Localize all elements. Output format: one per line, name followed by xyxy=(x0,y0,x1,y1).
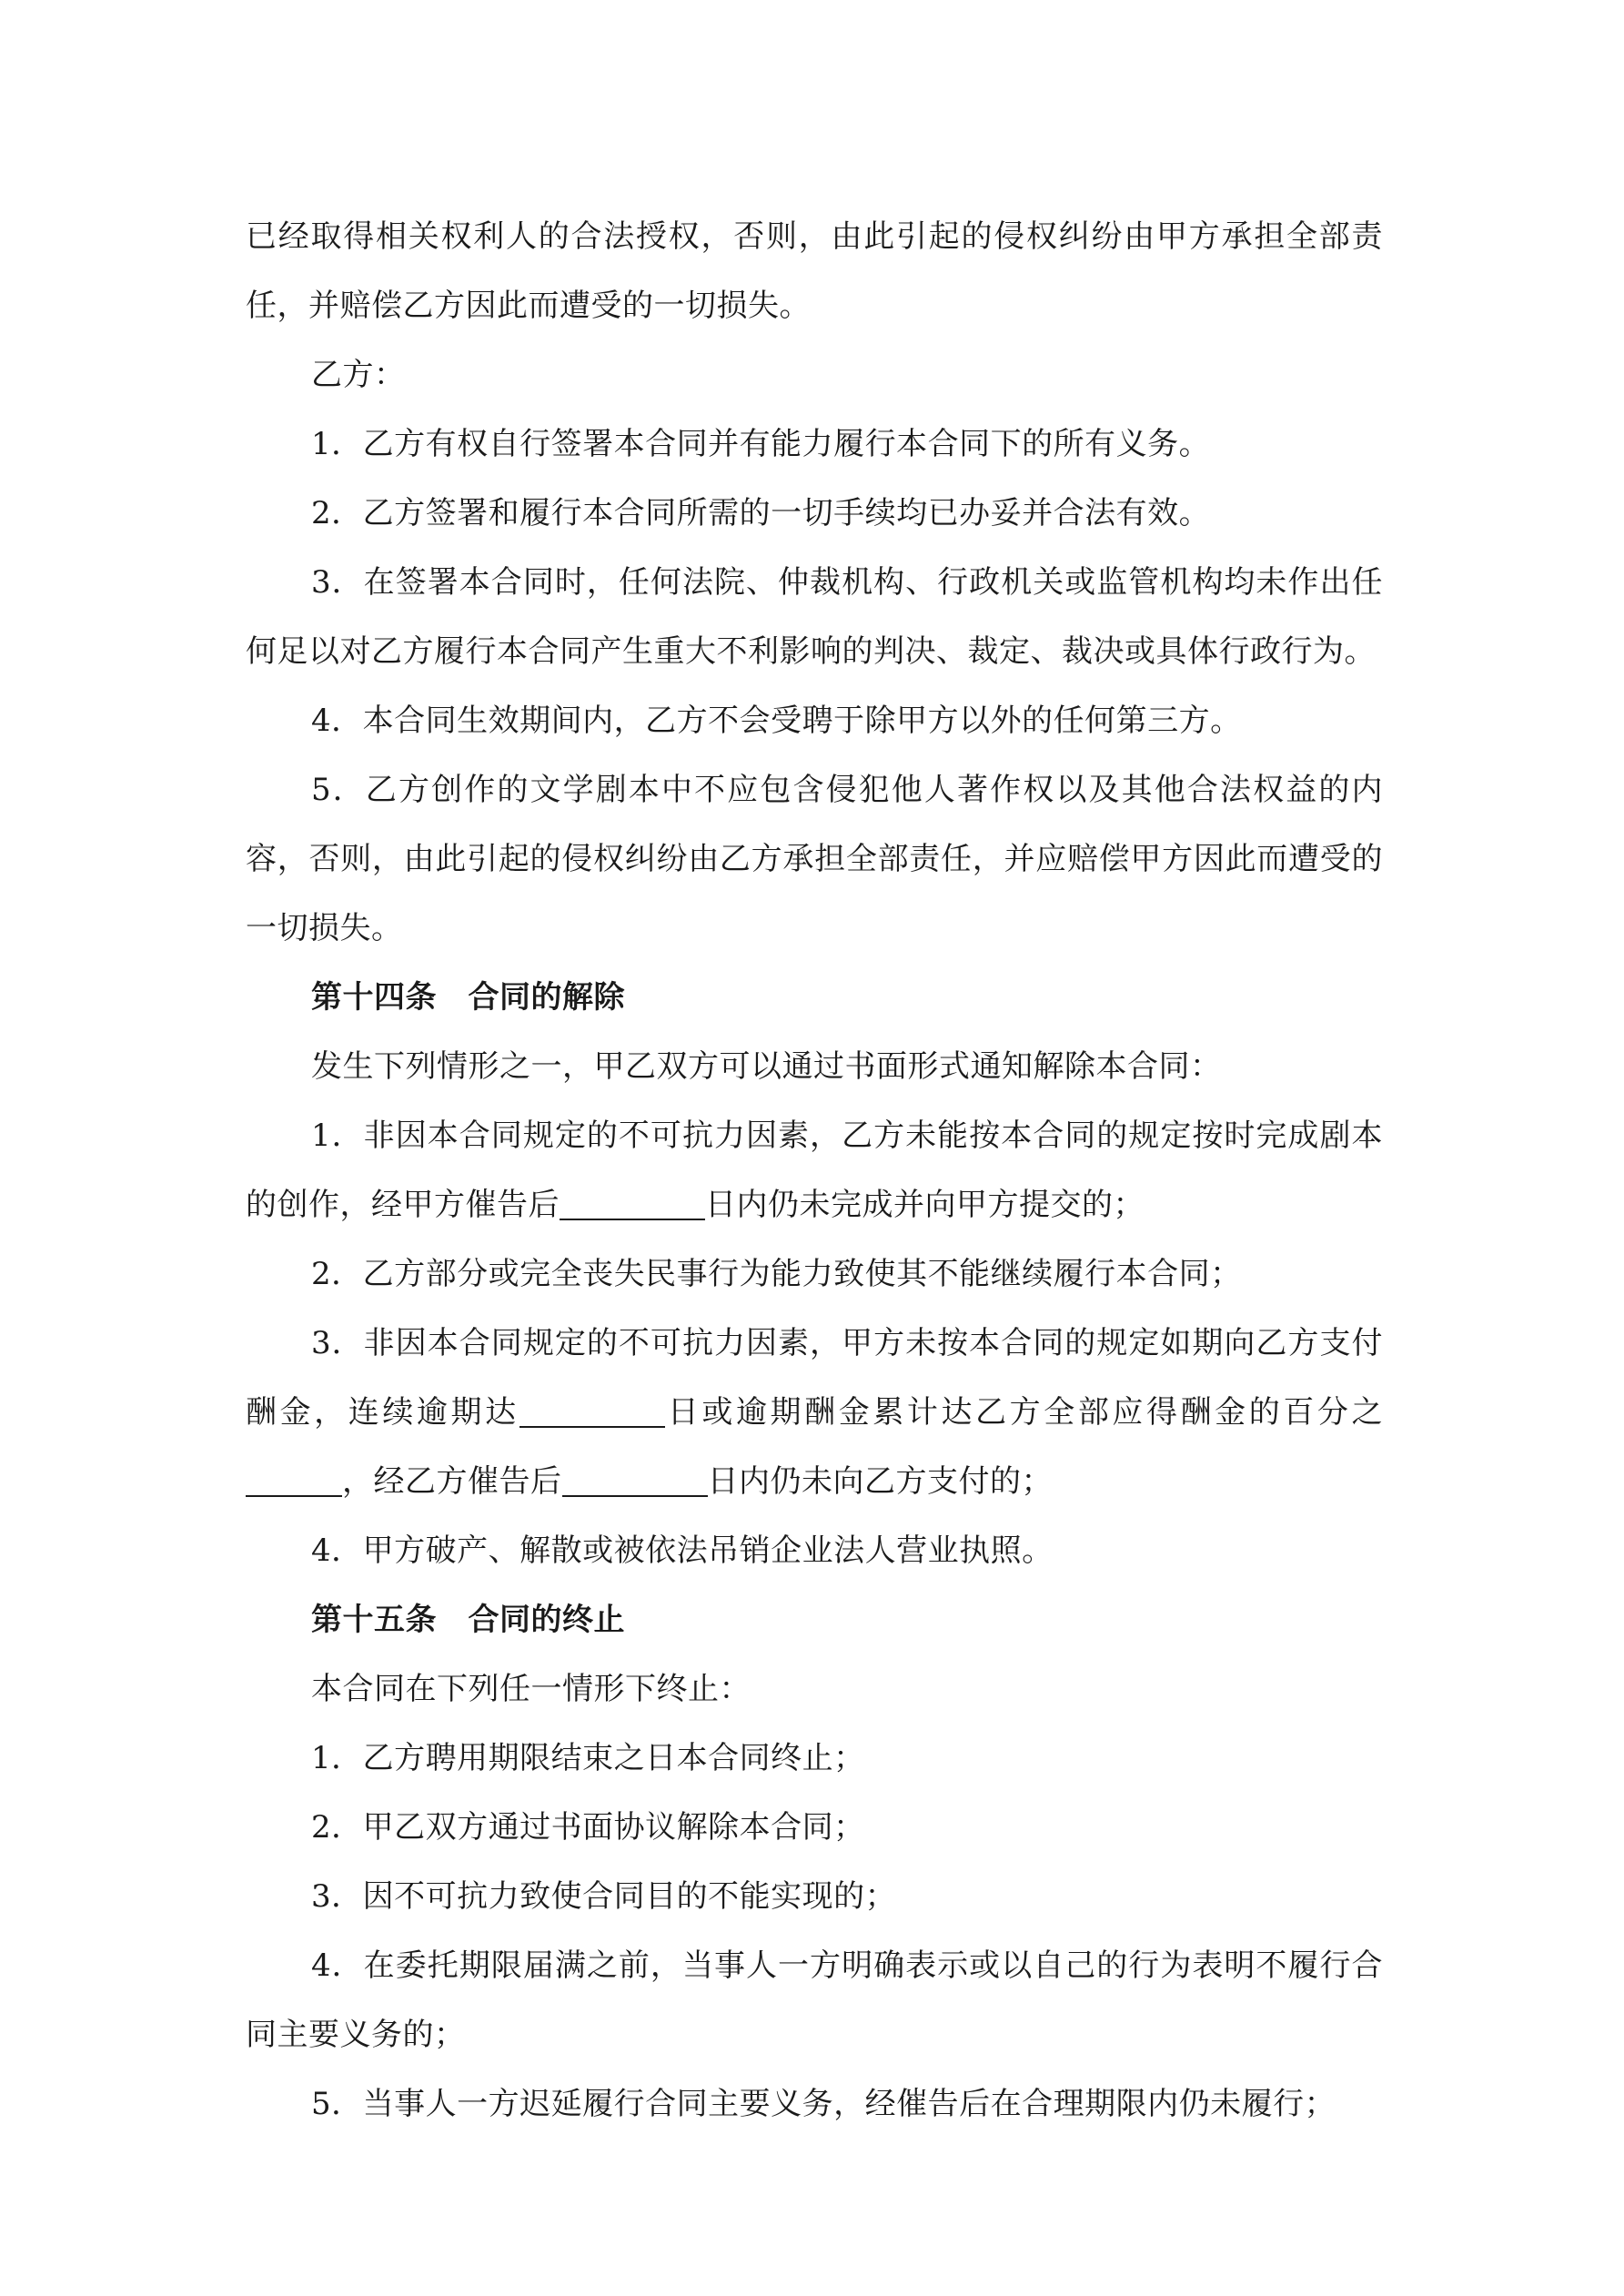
fill-in-blank-percentage[interactable] xyxy=(246,1464,342,1497)
article-14-clause-3 xyxy=(246,1309,1383,1516)
article-14-clause-4: 4．甲方破产、解散或被依法吊销企业法人营业执照。 xyxy=(311,1532,1054,1569)
clause-text: 3．非因本合同规定的不可抗力因素，甲方未按本合同的规定如期向乙方支付酬金，连续逾期达 xyxy=(246,1325,1383,1431)
clause-text: ，经乙方催告后 xyxy=(342,1463,562,1500)
clause-text: 日内仍未向乙方支付的； xyxy=(707,1463,1053,1500)
clause-text: 1．非因本合同规定的不可抗力因素，乙方未能按本合同的规定按时完成剧本的创作，经甲方催告后 xyxy=(246,1118,1383,1223)
party-b-clause-4: 4．本合同生效期间内，乙方不会受聘于除甲方以外的任何第三方。 xyxy=(311,703,1242,739)
party-b-clause-2: 2．乙方签署和履行本合同所需的一切手续均已办妥并合法有效。 xyxy=(311,495,1211,531)
fill-in-blank-notice-days[interactable] xyxy=(562,1464,708,1497)
article-14-intro: 发生下列情形之一，甲乙双方可以通过书面形式通知解除本合同： xyxy=(311,1048,1222,1085)
article-15-clause-4: 4．在委托期限届满之前，当事人一方明确表示或以自己的行为表明不履行合同主要义务的； xyxy=(246,1947,1383,2053)
article-15-heading: 第十五条 合同的终止 xyxy=(311,1602,625,1638)
article-14-heading: 第十四条 合同的解除 xyxy=(311,979,625,1016)
paragraph-party-a-warranty-end: 已经取得相关权利人的合法授权，否则，由此引起的侵权纠纷由甲方承担全部责任，并赔偿乙方因此而遭受的一切损失。 xyxy=(246,218,1383,324)
article-14-clause-2: 2．乙方部分或完全丧失民事行为能力致使其不能继续履行本合同； xyxy=(311,1256,1242,1292)
article-15-clause-2: 2．甲乙双方通过书面协议解除本合同； xyxy=(311,1809,865,1846)
article-14-clause-1 xyxy=(246,1101,1383,1239)
article-15-clause-1: 1．乙方聘用期限结束之日本合同终止； xyxy=(311,1740,865,1776)
fill-in-blank-days[interactable] xyxy=(560,1188,705,1220)
fill-in-blank-overdue-days[interactable] xyxy=(519,1395,665,1428)
article-15-intro: 本合同在下列任一情形下终止： xyxy=(311,1671,751,1707)
clause-text: 日或逾期酬金累计达乙方全部应得酬金的百分之 xyxy=(664,1394,1384,1431)
clause-text: 日内仍未完成并向甲方提交的； xyxy=(705,1187,1145,1223)
party-b-label: 乙方： xyxy=(311,357,406,393)
article-15-clause-3: 3．因不可抗力致使合同目的不能实现的； xyxy=(311,1878,897,1915)
article-15-clause-5: 5．当事人一方迟延履行合同主要义务，经催告后在合理期限内仍未履行； xyxy=(311,2086,1337,2122)
party-b-clause-5: 5．乙方创作的文学剧本中不应包含侵犯他人著作权以及其他合法权益的内容，否则，由此引起的侵权纠纷由乙方承担全部责任，并应赔偿甲方因此而遭受的一切损失。 xyxy=(246,772,1383,946)
party-b-clause-3: 3．在签署本合同时，任何法院、仲裁机构、行政机关或监管机构均未作出任何足以对乙方履行本合同产生重大不利影响的判决、裁定、裁决或具体行政行为。 xyxy=(246,564,1383,670)
party-b-clause-1: 1．乙方有权自行签署本合同并有能力履行本合同下的所有义务。 xyxy=(311,426,1211,462)
document-body xyxy=(246,202,1383,2139)
